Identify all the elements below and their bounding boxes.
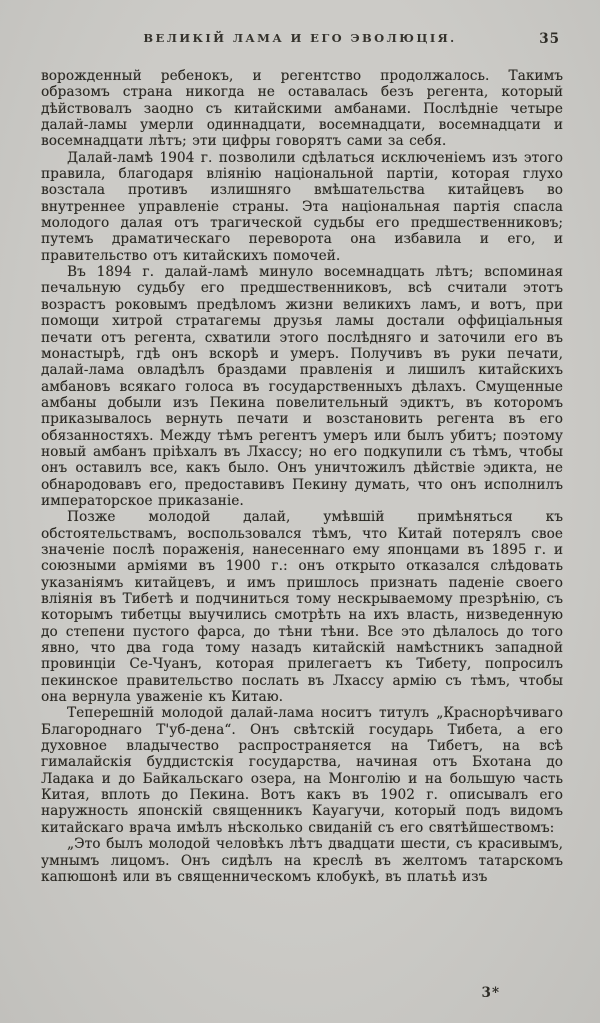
running-header-title: ВЕЛИКІЙ ЛАМА И ЕГО ЭВОЛЮЦІЯ. bbox=[143, 31, 457, 45]
paragraph: Далай-ламѣ 1904 г. позволили сдѣлаться исключеніемъ изъ этого правила, благодаря вліянію національной партіи, которая глухо возстала противъ излишняго вмѣшательства китайцевъ во внутреннее управленіе страны. Эта національная партія спасла молодого далая отъ трагической судьбы его предшественниковъ; путемъ драматическаго переворота она избавила и его, и правительство отъ китайскихъ помочей. bbox=[41, 149, 563, 264]
paragraph: Въ 1894 г. далай-ламѣ минуло восемнадцать лѣтъ; вспоминая печальную судьбу его предшественниковъ, всѣ считали этотъ возрастъ роковымъ предѣломъ жизни великихъ ламъ, и вотъ, при помощи хитрой стратагемы друзья ламы достали оффиціальныя печати отъ регента, схватили этого послѣдняго и заточили его въ монастырѣ, гдѣ онъ вскорѣ и умеръ. Получивъ въ руки печати, далай-лама овладѣлъ браздами правленія и лишилъ китайскихъ амбановъ всякаго голоса въ государственныхъ дѣлахъ. Смущенные амбаны добыли изъ Пекина повелительный эдиктъ, въ которомъ приказывалось вернуть печати и возстановить регента въ его обязанностяхъ. Между тѣмъ регентъ умеръ или былъ убитъ; поэтому новый амбанъ пріѣхалъ въ Лхассу; но его подкупили съ тѣмъ, чтобы онъ оставилъ все, какъ было. Онъ уничтожилъ дѣйствіе эдикта, не обнародовавъ его, предоставивъ Пекину думать, что онъ исполнилъ императорское приказаніе. bbox=[41, 264, 563, 509]
printer-signature-mark: 3* bbox=[481, 985, 500, 1001]
page-number: 35 bbox=[539, 31, 560, 47]
paragraph: ворожденный ребенокъ, и регентство продолжалось. Такимъ образомъ страна никогда не оставалась безъ регента, который дѣйствовалъ заодно съ китайскими амбанами. Послѣдніе четыре далай-ламы умерли одиннадцати, восемнадцати, восемнадцати и восемнадцати лѣтъ; эти цифры говорятъ сами за себя. bbox=[41, 68, 563, 150]
running-header bbox=[0, 31, 600, 51]
page-body-text bbox=[41, 68, 563, 885]
paragraph: „Это былъ молодой человѣкъ лѣтъ двадцати шести, съ красивымъ, умнымъ лицомъ. Онъ сидѣлъ на креслѣ въ желтомъ татарскомъ капюшонѣ или въ священническомъ клобукѣ, въ платьѣ изъ bbox=[41, 836, 563, 885]
paragraph: Теперешній молодой далай-лама носитъ титулъ „Краснорѣчиваго Благороднаго Т'уб-дена“. Онъ свѣтскій государь Тибета, а его духовное владычество распространяется на Тибетъ, на всѣ гималайскія буддистскія государства, начиная отъ Бхотана до Ладака и до Байкальскаго озера, на Монголію и на большую часть Китая, вплоть до Пекина. Вотъ какъ въ 1902 г. описывалъ его наружность японскій священникъ Кауагучи, который подъ видомъ китайскаго врача имѣлъ нѣсколько свиданій съ его святѣйшествомъ: bbox=[41, 705, 563, 836]
paragraph: Позже молодой далай, умѣвшій примѣняться къ обстоятельствамъ, воспользовался тѣмъ, что Китай потерялъ свое значеніе послѣ пораженія, нанесеннаго ему японцами въ 1895 г. и союзными арміями въ 1900 г.: онъ открыто отказался слѣдовать указаніямъ китайцевъ, и имъ пришлось признать паденіе своего вліянія въ Тибетѣ и подчиниться тому нескрываемому презрѣнію, съ которымъ тибетцы выучились смотрѣть на ихъ власть, низведенную до степени пустого фарса, до тѣни тѣни. Все это дѣлалось до того явно, что два года тому назадъ китайскій намѣстникъ западной провинціи Се-Чуанъ, которая прилегаетъ къ Тибету, попросилъ пекинское правительство послать въ Лхассу армію съ тѣмъ, чтобы она вернула уваженіе къ Китаю. bbox=[41, 509, 563, 706]
